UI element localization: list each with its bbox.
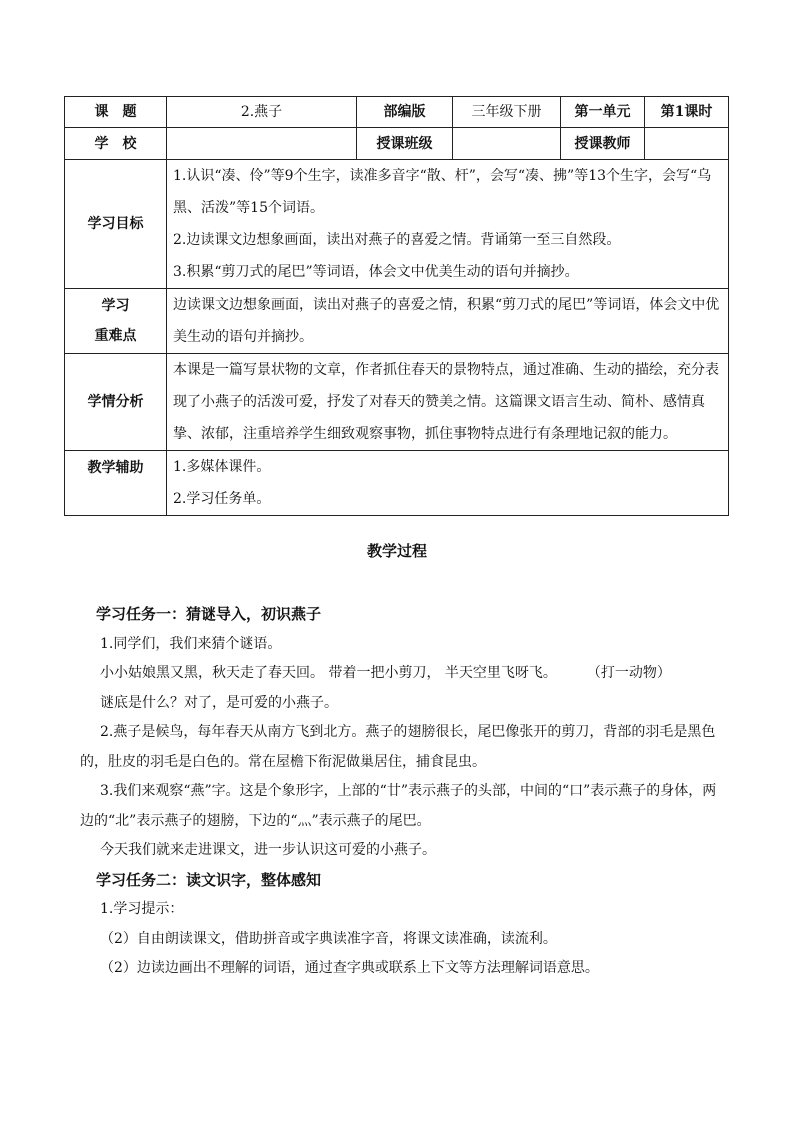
aids-label: 教学辅助 [65, 451, 167, 516]
process-title: 教学过程 [366, 542, 427, 560]
analysis-label: 学情分析 [65, 354, 167, 451]
edition: 部编版 [357, 97, 453, 128]
task2-paragraph: （2）自由朗读课文，借助拼音或字典读准字音，将课文读准确，读流利。 [100, 930, 557, 947]
aids-row [65, 451, 729, 516]
task2-paragraph: 1.学习提示： [100, 901, 184, 917]
analysis-content [167, 354, 729, 451]
task1-paragraph: 3.我们来观察“燕”字。这是个象形字，上部的“廿”表示燕子的头部，中间的“口”表示燕子的身体，两边的“北”表示燕子的翅膀，下边的“灬”表示燕子的尾巴。 [80, 783, 717, 829]
unit: 第一单元 [561, 97, 645, 128]
difficulty-row [65, 289, 729, 354]
riddle-line [80, 659, 730, 689]
analysis-row [65, 354, 729, 451]
course-label: 课 题 [65, 97, 167, 128]
aid-item: 2.学习任务单。 [173, 491, 271, 507]
school-value [167, 128, 357, 160]
task1-paragraph: 1.同学们，我们来猜个谜语。 [100, 635, 282, 652]
lesson-info-table [64, 96, 729, 516]
task2-paragraph: （2）边读边画出不理解的词语，通过查字典或联系上下文等方法理解词语意思。 [100, 960, 599, 976]
period: 第1课时 [645, 97, 729, 128]
task1-title: 学习任务一：猜谜导入，初识燕子 [96, 605, 322, 623]
header-row [65, 97, 729, 128]
aid-item: 1.多媒体课件。 [173, 459, 271, 475]
objectives-row [65, 160, 729, 289]
task1-paragraph: 今天我们就来走进课文，进一步认识这可爱的小燕子。 [100, 842, 436, 858]
class-value [453, 128, 561, 160]
objective-item: 1.认识“凑、伶”等9个生字，读准多音字“散、杆”，会写“凑、拂”等13个生字，会写“乌黑、活泼”等15个词语。 [173, 168, 712, 216]
aids-content [167, 451, 729, 516]
course-title: 2.燕子 [167, 97, 357, 128]
difficulty-text: 边读课文边想象画面，读出对燕子的喜爱之情，积累“剪刀式的尾巴”等词语，体会文中优美生动的语句并摘抄。 [173, 297, 720, 345]
task2-title: 学习任务二：读文识字，整体感知 [96, 870, 322, 889]
teacher-label: 授课教师 [561, 128, 645, 160]
difficulty-label-line1: 学习 [101, 298, 130, 314]
objectives-label: 学习目标 [65, 160, 167, 289]
class-label: 授课班级 [357, 128, 453, 160]
difficulty-label [65, 289, 167, 354]
difficulty-content [167, 289, 729, 354]
objective-item: 3.积累“剪刀式的尾巴”等词语，体会文中优美生动的语句并摘抄。 [173, 264, 579, 280]
difficulty-label-line2: 重难点 [94, 328, 137, 344]
analysis-text: 本课是一篇写景状物的文章，作者抓住春天的景物特点，通过准确、生动的描绘，充分表现了小燕子的活泼可爱，抒发了对春天的赞美之情。这篇课文语言生动、简朴、感情真挚、浓郁，注重培养学生细致观察事物，抓住事物特点进行有条理地记叙的能力。 [173, 362, 719, 442]
task1-paragraph: 2.燕子是候鸟，每年春天从南方飞到北方。燕子的翅膀很长，尾巴像张开的剪刀，背部的羽毛是黑色的，肚皮的羽毛是白色的。常在屋檐下衔泥做巢居住，捕食昆虫。 [80, 724, 716, 770]
teacher-value [645, 128, 729, 160]
task1-paragraph: 谜底是什么？对了，是可爱的小燕子。 [100, 694, 338, 711]
objectives-content [167, 160, 729, 289]
objective-item: 2.边读课文边想象画面，读出对燕子的喜爱之情。背诵第一至三自然段。 [173, 232, 621, 248]
grade: 三年级下册 [453, 97, 561, 128]
process-body [80, 600, 730, 984]
school-row [65, 128, 729, 160]
school-label: 学 校 [65, 128, 167, 160]
riddle-text: 小小姑娘黑又黑，秋天走了春天回。 带着一把小剪刀， 半天空里飞呀飞。 [100, 665, 557, 681]
riddle-hint: （打一动物） [586, 665, 671, 681]
